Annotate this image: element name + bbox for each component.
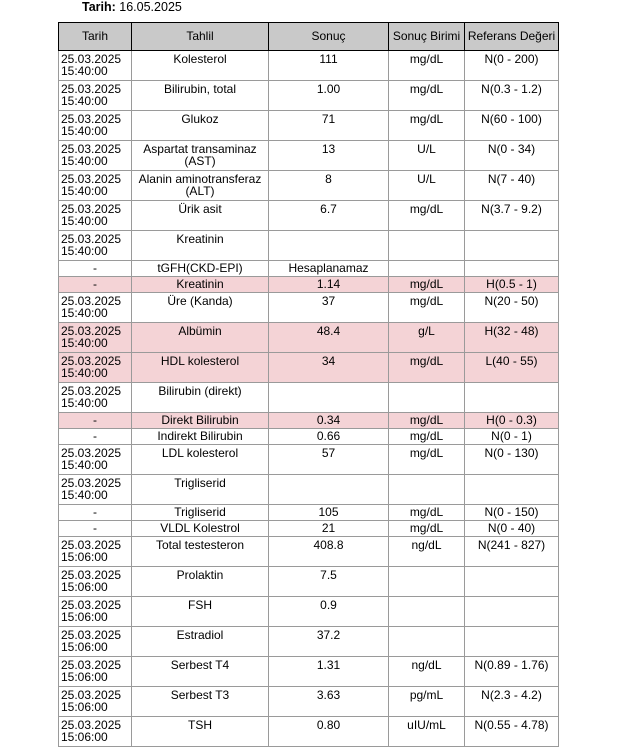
- cell-unit: [389, 597, 465, 627]
- cell-reference: [465, 567, 559, 597]
- cell-date-time: 15:40:00: [61, 488, 108, 502]
- cell-test: Bilirubin, total: [132, 81, 269, 111]
- cell-date-day: 25.03.2025: [61, 446, 122, 460]
- cell-result: 1.31: [269, 657, 389, 687]
- cell-reference: N(3.7 - 9.2): [465, 201, 559, 231]
- cell-date-time: 15:40:00: [61, 94, 108, 108]
- cell-date-day: 25.03.2025: [61, 658, 122, 672]
- cell-date-day: 25.03.2025: [61, 628, 122, 642]
- cell-reference: [465, 231, 559, 261]
- cell-test: VLDL Kolestrol: [132, 521, 269, 537]
- cell-unit: pg/mL: [389, 687, 465, 717]
- cell-date-day: 25.03.2025: [61, 538, 122, 552]
- cell-date-day: -: [93, 429, 97, 443]
- cell-unit: mg/dL: [389, 81, 465, 111]
- cell-result: Hesaplanamaz: [269, 261, 389, 277]
- cell-unit: [389, 567, 465, 597]
- cell-reference: N(20 - 50): [465, 293, 559, 323]
- cell-reference: H(0 - 0.3): [465, 413, 559, 429]
- cell-date-time: 15:06:00: [61, 610, 108, 624]
- cell-result: [269, 231, 389, 261]
- cell-date: [59, 475, 132, 505]
- cell-date-time: 15:06:00: [61, 640, 108, 654]
- cell-date-day: 25.03.2025: [61, 718, 122, 732]
- cell-result: 1.00: [269, 81, 389, 111]
- table-row: [59, 537, 559, 567]
- cell-date-time: 15:40:00: [61, 184, 108, 198]
- table-row: [59, 445, 559, 475]
- cell-date: [59, 171, 132, 201]
- cell-unit: U/L: [389, 171, 465, 201]
- table-row: [59, 353, 559, 383]
- cell-date-day: -: [93, 521, 97, 535]
- cell-result: 7.5: [269, 567, 389, 597]
- lab-results-table: [58, 22, 559, 747]
- cell-test: Aspartat transaminaz (AST): [132, 141, 269, 171]
- cell-date-day: 25.03.2025: [61, 568, 122, 582]
- cell-reference: N(0 - 150): [465, 505, 559, 521]
- cell-date-day: 25.03.2025: [61, 142, 122, 156]
- table-row: [59, 475, 559, 505]
- cell-date-day: 25.03.2025: [61, 82, 122, 96]
- cell-reference: N(0 - 34): [465, 141, 559, 171]
- cell-date-time: 15:06:00: [61, 550, 108, 564]
- cell-result: 13: [269, 141, 389, 171]
- cell-reference: [465, 475, 559, 505]
- cell-result: 37.2: [269, 627, 389, 657]
- cell-date: [59, 383, 132, 413]
- cell-date-time: 15:40:00: [61, 124, 108, 138]
- cell-unit: mg/dL: [389, 521, 465, 537]
- table-row: [59, 521, 559, 537]
- cell-date-time: 15:06:00: [61, 670, 108, 684]
- cell-reference: N(2.3 - 4.2): [465, 687, 559, 717]
- cell-test: tGFH(CKD-EPI): [132, 261, 269, 277]
- report-date-value: 16.05.2025: [119, 0, 182, 14]
- cell-test: LDL kolesterol: [132, 445, 269, 475]
- table-row: [59, 111, 559, 141]
- cell-date-day: -: [93, 277, 97, 291]
- cell-test: Kreatinin: [132, 277, 269, 293]
- cell-result: 71: [269, 111, 389, 141]
- table-row: [59, 261, 559, 277]
- cell-date-time: 15:40:00: [61, 366, 108, 380]
- cell-unit: mg/dL: [389, 201, 465, 231]
- cell-date-time: 15:06:00: [61, 730, 108, 744]
- column-header-unit: Sonuç Birimi: [389, 23, 465, 51]
- cell-date-time: 15:40:00: [61, 458, 108, 472]
- cell-test: Indirekt Bilirubin: [132, 429, 269, 445]
- cell-date-day: 25.03.2025: [61, 202, 122, 216]
- cell-result: 1.14: [269, 277, 389, 293]
- cell-date-day: 25.03.2025: [61, 172, 122, 186]
- cell-unit: mg/dL: [389, 413, 465, 429]
- cell-date: [59, 657, 132, 687]
- cell-reference: N(0 - 1): [465, 429, 559, 445]
- table-row: [59, 293, 559, 323]
- cell-result: 3.63: [269, 687, 389, 717]
- cell-reference: N(0 - 130): [465, 445, 559, 475]
- cell-date-day: 25.03.2025: [61, 232, 122, 246]
- cell-test: TSH: [132, 717, 269, 747]
- cell-result: 6.7: [269, 201, 389, 231]
- column-header-test: Tahlil: [132, 23, 269, 51]
- table-row: [59, 141, 559, 171]
- cell-test: Bilirubin (direkt): [132, 383, 269, 413]
- cell-test: Prolaktin: [132, 567, 269, 597]
- cell-test: Direkt Bilirubin: [132, 413, 269, 429]
- cell-reference: [465, 383, 559, 413]
- cell-test: Estradiol: [132, 627, 269, 657]
- cell-reference: N(241 - 827): [465, 537, 559, 567]
- cell-date: [59, 717, 132, 747]
- cell-date-day: 25.03.2025: [61, 688, 122, 702]
- cell-unit: mg/dL: [389, 353, 465, 383]
- cell-reference: H(0.5 - 1): [465, 277, 559, 293]
- table-row: [59, 687, 559, 717]
- cell-date-time: 15:40:00: [61, 336, 108, 350]
- cell-reference: N(0.89 - 1.76): [465, 657, 559, 687]
- cell-unit: uIU/mL: [389, 717, 465, 747]
- cell-reference: [465, 597, 559, 627]
- table-row: [59, 51, 559, 81]
- cell-reference: [465, 261, 559, 277]
- cell-date-day: 25.03.2025: [61, 354, 122, 368]
- cell-result: 48.4: [269, 323, 389, 353]
- cell-reference: [465, 627, 559, 657]
- report-date-label: Tarih:: [82, 0, 116, 14]
- cell-date: [59, 627, 132, 657]
- column-header-result: Sonuç: [269, 23, 389, 51]
- cell-unit: [389, 261, 465, 277]
- cell-date: [59, 597, 132, 627]
- table-row: [59, 413, 559, 429]
- cell-date: [59, 521, 132, 537]
- cell-result: 408.8: [269, 537, 389, 567]
- cell-test: Kreatinin: [132, 231, 269, 261]
- cell-date: [59, 323, 132, 353]
- cell-unit: [389, 627, 465, 657]
- cell-test: Glukoz: [132, 111, 269, 141]
- report-date: [82, 0, 182, 14]
- cell-date-day: 25.03.2025: [61, 598, 122, 612]
- cell-date-time: 15:40:00: [61, 244, 108, 258]
- table-row: [59, 505, 559, 521]
- table-header-row: [59, 23, 559, 51]
- cell-result: 0.66: [269, 429, 389, 445]
- cell-date: [59, 293, 132, 323]
- cell-date-day: 25.03.2025: [61, 294, 122, 308]
- cell-date: [59, 111, 132, 141]
- cell-date-time: 15:06:00: [61, 580, 108, 594]
- cell-date: [59, 445, 132, 475]
- cell-date-day: 25.03.2025: [61, 112, 122, 126]
- cell-reference: N(0 - 40): [465, 521, 559, 537]
- cell-date-time: 15:40:00: [61, 64, 108, 78]
- table-row: [59, 277, 559, 293]
- cell-date-day: -: [93, 413, 97, 427]
- cell-test: Serbest T3: [132, 687, 269, 717]
- cell-date: [59, 141, 132, 171]
- cell-result: 0.34: [269, 413, 389, 429]
- cell-test: Alanin aminotransferaz (ALT): [132, 171, 269, 201]
- cell-unit: g/L: [389, 323, 465, 353]
- cell-result: [269, 383, 389, 413]
- table-row: [59, 81, 559, 111]
- table-row: [59, 323, 559, 353]
- cell-test: Üre (Kanda): [132, 293, 269, 323]
- table-row: [59, 201, 559, 231]
- cell-date: [59, 261, 132, 277]
- cell-unit: [389, 231, 465, 261]
- cell-reference: N(60 - 100): [465, 111, 559, 141]
- cell-date: [59, 231, 132, 261]
- cell-date-day: -: [93, 261, 97, 275]
- cell-date: [59, 51, 132, 81]
- cell-unit: U/L: [389, 141, 465, 171]
- cell-test: Serbest T4: [132, 657, 269, 687]
- cell-unit: ng/dL: [389, 537, 465, 567]
- cell-test: FSH: [132, 597, 269, 627]
- cell-reference: N(0.55 - 4.78): [465, 717, 559, 747]
- cell-date-day: 25.03.2025: [61, 476, 122, 490]
- cell-date-day: 25.03.2025: [61, 384, 122, 398]
- cell-test: Albümin: [132, 323, 269, 353]
- cell-date-day: 25.03.2025: [61, 324, 122, 338]
- cell-reference: N(0 - 200): [465, 51, 559, 81]
- cell-unit: mg/dL: [389, 445, 465, 475]
- cell-test: Trigliserid: [132, 505, 269, 521]
- cell-date-day: -: [93, 505, 97, 519]
- table-row: [59, 657, 559, 687]
- table-row: [59, 717, 559, 747]
- cell-unit: mg/dL: [389, 429, 465, 445]
- cell-date-time: 15:40:00: [61, 214, 108, 228]
- cell-date: [59, 687, 132, 717]
- cell-test: Kolesterol: [132, 51, 269, 81]
- cell-unit: mg/dL: [389, 293, 465, 323]
- cell-date: [59, 353, 132, 383]
- column-header-reference: Referans Değeri: [465, 23, 559, 51]
- cell-reference: N(7 - 40): [465, 171, 559, 201]
- cell-date: [59, 505, 132, 521]
- cell-date-time: 15:40:00: [61, 396, 108, 410]
- cell-test: HDL kolesterol: [132, 353, 269, 383]
- cell-date: [59, 413, 132, 429]
- cell-reference: H(32 - 48): [465, 323, 559, 353]
- table-row: [59, 567, 559, 597]
- cell-result: [269, 475, 389, 505]
- cell-unit: mg/dL: [389, 111, 465, 141]
- cell-result: 34: [269, 353, 389, 383]
- cell-result: 0.80: [269, 717, 389, 747]
- cell-date: [59, 567, 132, 597]
- cell-unit: mg/dL: [389, 277, 465, 293]
- cell-result: 21: [269, 521, 389, 537]
- cell-date: [59, 201, 132, 231]
- cell-date-time: 15:06:00: [61, 700, 108, 714]
- cell-result: 105: [269, 505, 389, 521]
- cell-result: 111: [269, 51, 389, 81]
- cell-date: [59, 537, 132, 567]
- cell-result: 37: [269, 293, 389, 323]
- cell-result: 57: [269, 445, 389, 475]
- table-row: [59, 627, 559, 657]
- cell-test: Ürik asit: [132, 201, 269, 231]
- column-header-date: Tarih: [59, 23, 132, 51]
- table-row: [59, 231, 559, 261]
- table-row: [59, 383, 559, 413]
- cell-unit: ng/dL: [389, 657, 465, 687]
- cell-result: 0.9: [269, 597, 389, 627]
- cell-test: Trigliserid: [132, 475, 269, 505]
- cell-reference: N(0.3 - 1.2): [465, 81, 559, 111]
- cell-date: [59, 429, 132, 445]
- table-row: [59, 597, 559, 627]
- table-row: [59, 171, 559, 201]
- cell-date-time: 15:40:00: [61, 154, 108, 168]
- cell-date: [59, 81, 132, 111]
- cell-unit: mg/dL: [389, 505, 465, 521]
- cell-unit: mg/dL: [389, 51, 465, 81]
- cell-date-day: 25.03.2025: [61, 52, 122, 66]
- cell-reference: L(40 - 55): [465, 353, 559, 383]
- cell-result: 8: [269, 171, 389, 201]
- cell-date: [59, 277, 132, 293]
- cell-date-time: 15:40:00: [61, 306, 108, 320]
- cell-unit: [389, 383, 465, 413]
- cell-unit: [389, 475, 465, 505]
- cell-test: Total testesteron: [132, 537, 269, 567]
- table-row: [59, 429, 559, 445]
